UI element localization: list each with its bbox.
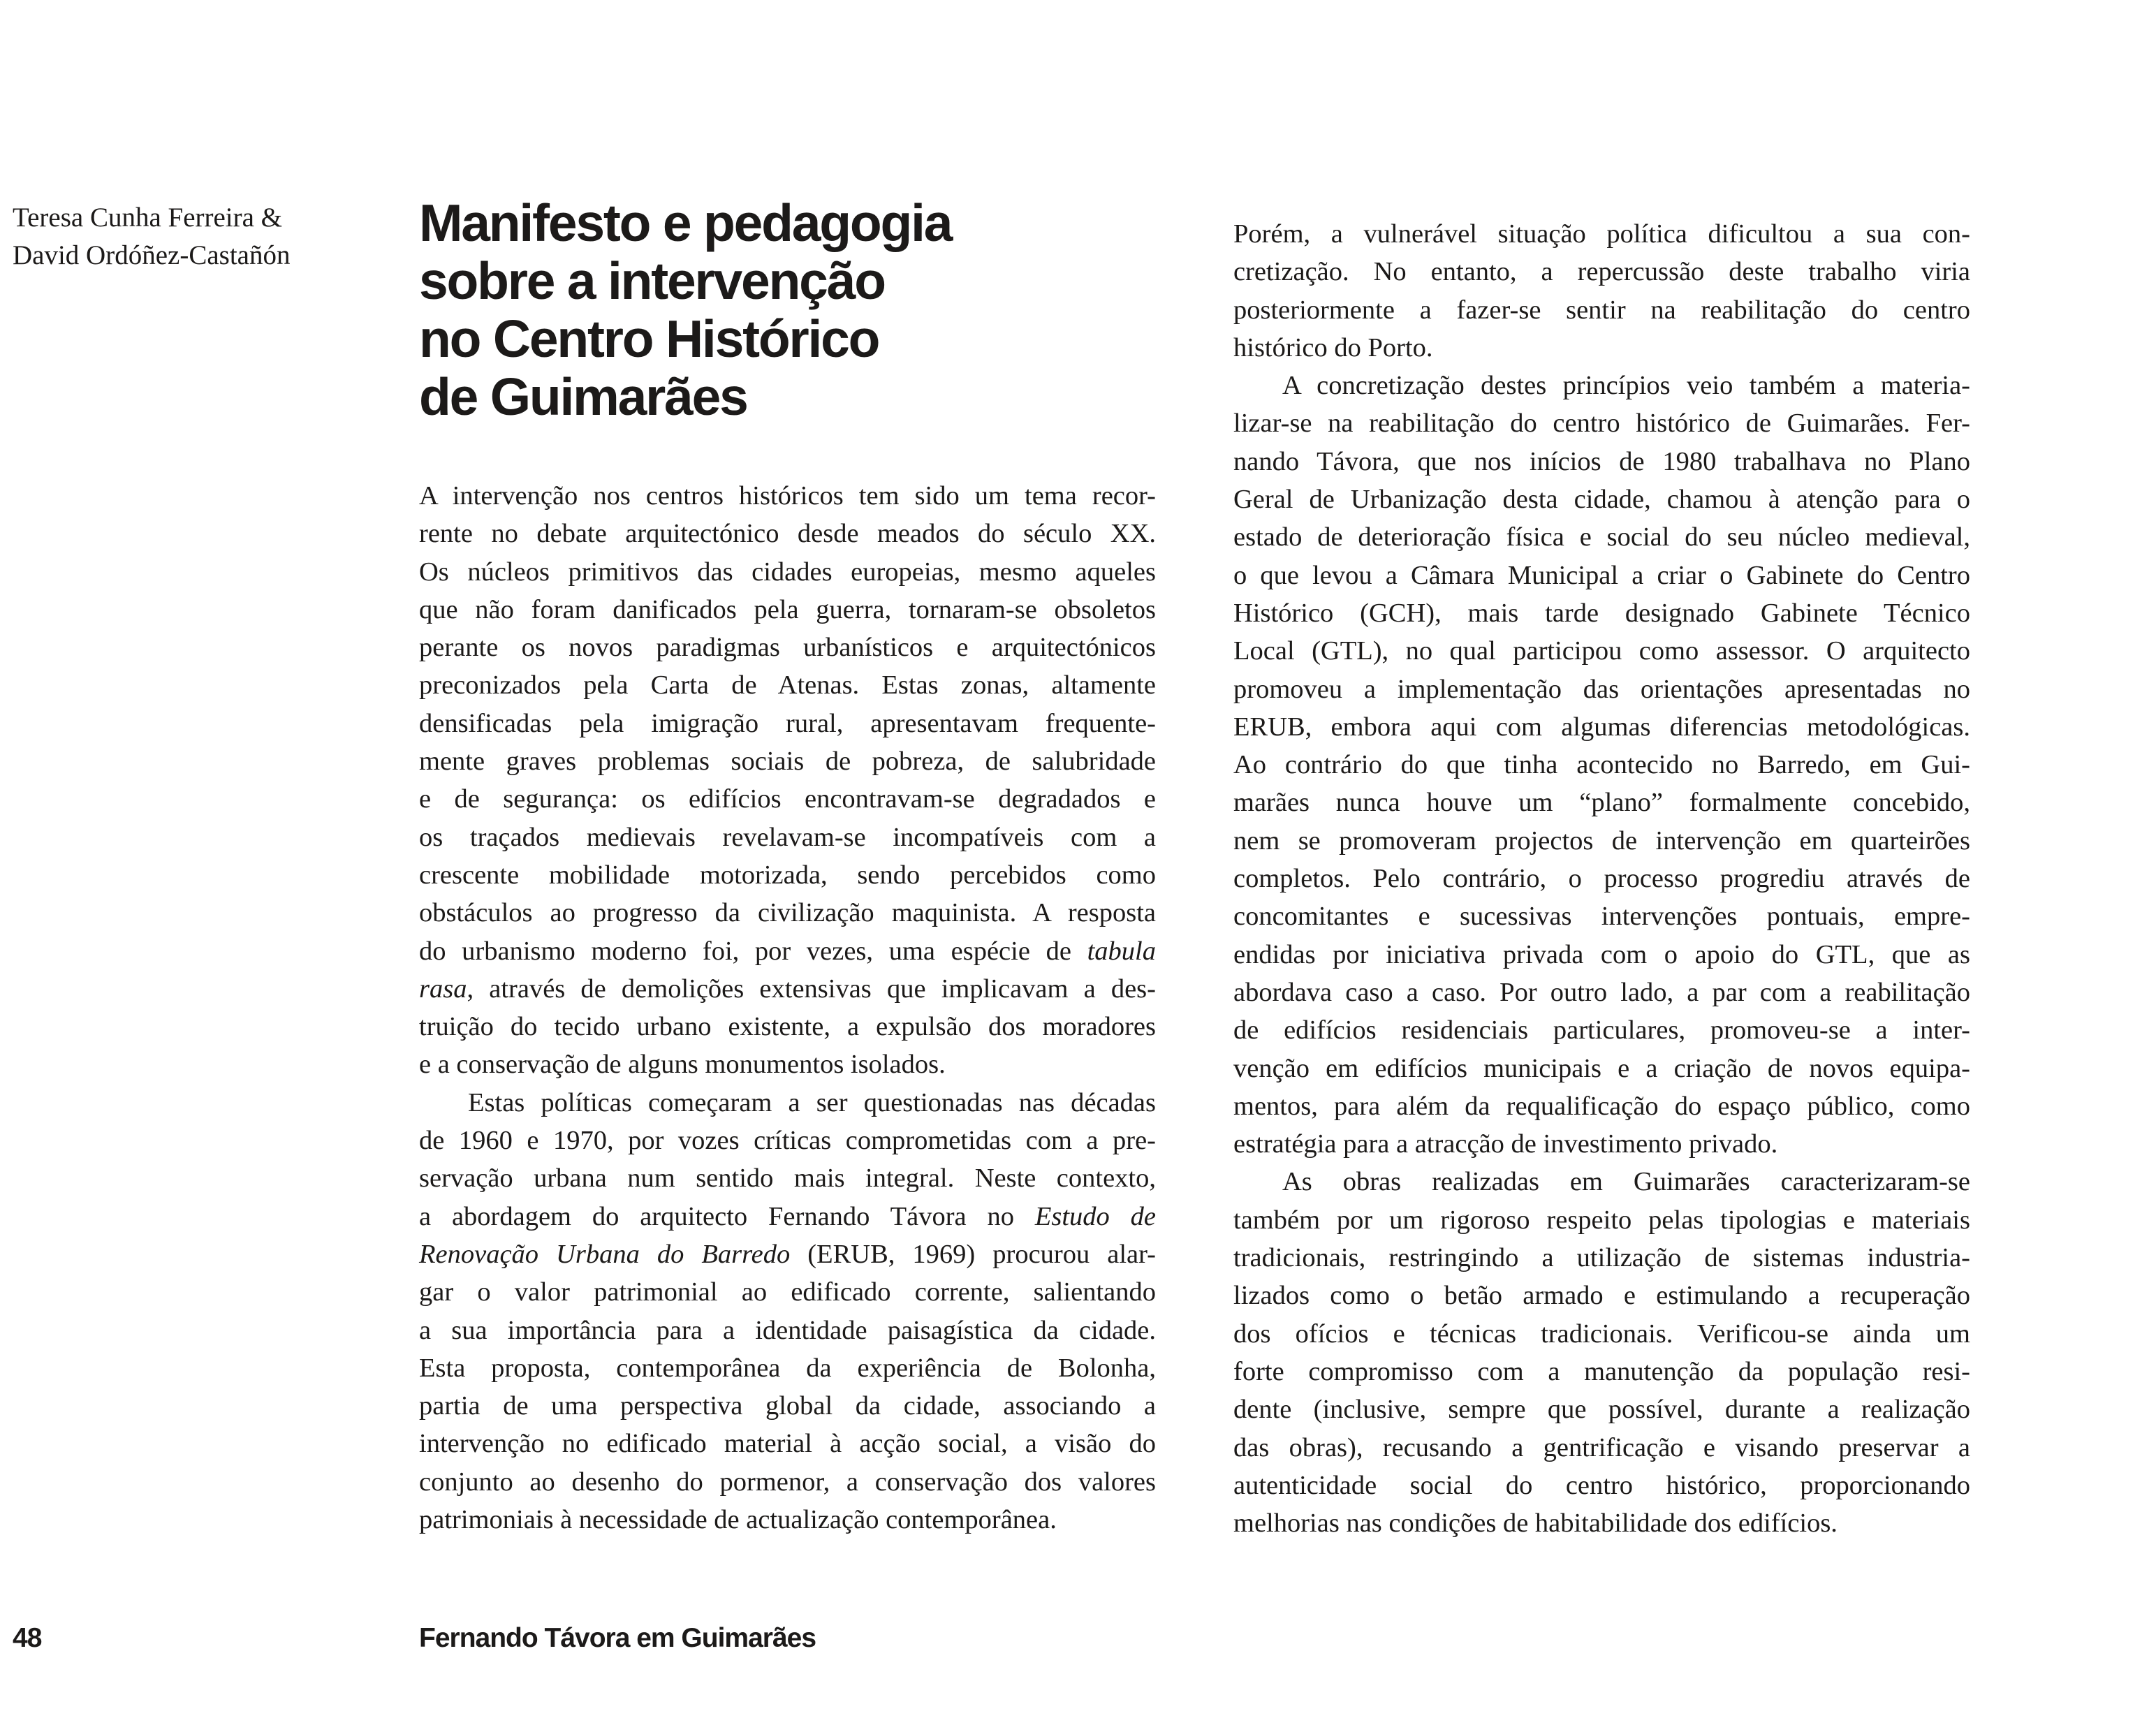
text-line — [1233, 215, 1970, 253]
text-line — [419, 1235, 1156, 1273]
text-line — [1233, 1163, 1970, 1201]
text-run: tradicionais, restringindo a utilização de sistemas industria- — [1233, 1243, 1970, 1273]
text-run: e a conservação de alguns monumentos isolados. — [419, 1050, 946, 1080]
running-title: Fernando Távora em Guimarães — [419, 1623, 816, 1653]
text-run: estratégia para a atracção de investimento privado. — [1233, 1129, 1778, 1159]
text-column-right — [1233, 215, 1970, 1542]
text-line — [1233, 1429, 1970, 1467]
text-run: dente (inclusive, sempre que possível, durante a realização — [1233, 1395, 1970, 1425]
text-line — [419, 1501, 1156, 1539]
text-run: lizar-se na reabilitação do centro histórico de Guimarães. Fer- — [1233, 409, 1970, 439]
text-run: crescente mobilidade motorizada, sendo percebidos como — [419, 860, 1156, 890]
text-line — [419, 742, 1156, 780]
title-line: de Guimarães — [419, 367, 747, 426]
text-line — [1233, 367, 1970, 404]
text-column-left — [419, 477, 1156, 1539]
text-line — [1233, 936, 1970, 974]
text-line — [1233, 1353, 1970, 1390]
text-run: Os núcleos primitivos das cidades europeias, mesmo aqueles — [419, 557, 1156, 587]
text-run: (ERUB, 1969) procurou alar- — [790, 1239, 1156, 1269]
text-run: ERUB, embora aqui com algumas diferencias metodológicas. — [1233, 712, 1970, 742]
text-line — [1233, 518, 1970, 556]
text-run: perante os novos paradigmas urbanísticos e arquitectónicos — [419, 633, 1156, 663]
text-run: autenticidade social do centro histórico, proporcionando — [1233, 1470, 1970, 1500]
text-line — [1233, 253, 1970, 291]
text-run: Local (GTL), no qual participou como assessor. O arquitecto — [1233, 636, 1970, 666]
text-line — [419, 819, 1156, 856]
text-line — [419, 515, 1156, 552]
text-run: a abordagem do arquitecto Fernando Távora no — [419, 1201, 1035, 1231]
author-line: Teresa Cunha Ferreira & — [13, 203, 283, 233]
text-run: gar o valor patrimonial ao edificado corrente, salientando — [419, 1277, 1156, 1307]
text-run: lizados como o betão armado e estimulando a recuperação — [1233, 1281, 1970, 1311]
text-run: truição do tecido urbano existente, a expulsão dos moradores — [419, 1012, 1156, 1042]
text-run: das obras), recusando a gentrificação e visando preservar a — [1233, 1432, 1970, 1462]
text-run: obstáculos ao progresso da civilização maquinista. A resposta — [419, 898, 1156, 928]
text-run: Porém, a vulnerável situação política dificultou a sua con- — [1233, 219, 1970, 249]
text-line — [1233, 1277, 1970, 1314]
text-run: forte compromisso com a manutenção da população resi- — [1233, 1356, 1970, 1386]
text-line — [419, 1312, 1156, 1349]
text-line — [1233, 746, 1970, 784]
text-line — [1233, 1239, 1970, 1277]
text-run: dos ofícios e técnicas tradicionais. Verificou-se ainda um — [1233, 1319, 1970, 1349]
italic-text: Renovação Urbana do Barredo — [419, 1239, 791, 1269]
body-paragraph — [1233, 1163, 1970, 1542]
text-line — [1233, 670, 1970, 708]
text-run: Estas políticas começaram a ser questionadas nas décadas — [468, 1087, 1156, 1117]
text-run: cretização. No entanto, a repercussão deste trabalho viria — [1233, 257, 1970, 287]
text-run: Ao contrário do que tinha acontecido no Barredo, em Gui- — [1233, 750, 1970, 780]
article-title — [419, 194, 1201, 426]
title-line: Manifesto e pedagogia — [419, 193, 952, 252]
text-run: nem se promoveram projectos de intervenção em quarteirões — [1233, 825, 1970, 856]
text-line — [419, 1159, 1156, 1197]
text-line — [419, 666, 1156, 704]
text-run: partia de uma perspectiva global da cidade, associando a — [419, 1391, 1156, 1421]
text-run: de edifícios residenciais particulares, promoveu-se a inter- — [1233, 1015, 1970, 1045]
text-run: concomitantes e sucessivas intervenções pontuais, empre- — [1233, 902, 1970, 932]
text-run: preconizados pela Carta de Atenas. Estas zonas, altamente — [419, 670, 1156, 700]
text-line — [419, 970, 1156, 1008]
text-line — [1233, 1504, 1970, 1542]
text-line — [1233, 1087, 1970, 1125]
text-run: histórico do Porto. — [1233, 332, 1433, 362]
text-line — [419, 1045, 1156, 1083]
text-line — [419, 477, 1156, 515]
text-run: Geral de Urbanização desta cidade, chamou à atenção para o — [1233, 485, 1970, 515]
text-line — [1233, 897, 1970, 935]
text-line — [1233, 329, 1970, 367]
text-line — [1233, 1050, 1970, 1087]
text-run: o que levou a Câmara Municipal a criar o Gabinete do Centro — [1233, 560, 1970, 590]
text-run: As obras realizadas em Guimarães caracterizaram-se — [1282, 1167, 1970, 1197]
text-run: e de segurança: os edifícios encontravam-se degradados e — [419, 784, 1156, 814]
text-run: a sua importância para a identidade paisagística da cidade. — [419, 1315, 1156, 1345]
italic-text: rasa — [419, 974, 467, 1004]
text-run: estado de deterioração física e social do seu núcleo medieval, — [1233, 522, 1970, 552]
text-line — [1233, 784, 1970, 821]
italic-text: Estudo de — [1034, 1201, 1156, 1231]
text-run: marães nunca houve um “plano” formalmente concebido, — [1233, 788, 1970, 818]
text-run: melhorias nas condições de habitabilidade dos edifícios. — [1233, 1509, 1838, 1539]
text-line — [1233, 1011, 1970, 1049]
text-line — [1233, 557, 1970, 594]
text-line — [419, 591, 1156, 629]
text-line — [1233, 860, 1970, 897]
text-run: , através de demolições extensivas que implicavam a des- — [467, 974, 1156, 1004]
text-line — [419, 1349, 1156, 1387]
text-run: de 1960 e 1970, por vozes críticas comprometidas com a pre- — [419, 1126, 1156, 1156]
author-names — [13, 199, 376, 274]
text-line — [1233, 1390, 1970, 1428]
title-line: sobre a intervenção — [419, 251, 885, 310]
text-run: também por um rigoroso respeito pelas tipologias e materiais — [1233, 1205, 1970, 1235]
text-line — [1233, 404, 1970, 442]
text-line — [1233, 708, 1970, 746]
text-line — [419, 1008, 1156, 1045]
text-run: intervenção no edificado material à acção social, a visão do — [419, 1429, 1156, 1459]
text-line — [1233, 632, 1970, 670]
text-line — [419, 932, 1156, 970]
body-paragraph — [1233, 215, 1970, 367]
text-run: que não foram danificados pela guerra, tornaram-se obsoletos — [419, 594, 1156, 624]
text-run: posteriormente a fazer-se sentir na reabilitação do centro — [1233, 295, 1970, 325]
text-line — [419, 1198, 1156, 1235]
text-run: servação urbana num sentido mais integral. Neste contexto, — [419, 1164, 1156, 1194]
text-run: abordava caso a caso. Por outro lado, a par com a reabilitação — [1233, 977, 1970, 1007]
text-run: Esta proposta, contemporânea da experiência de Bolonha, — [419, 1353, 1156, 1383]
text-run: A concretização destes princípios veio também a materia- — [1282, 371, 1970, 401]
page-number: 48 — [13, 1623, 42, 1653]
text-run: A intervenção nos centros históricos tem sido um tema recor- — [419, 481, 1156, 511]
text-line — [419, 705, 1156, 742]
body-paragraph — [1233, 367, 1970, 1163]
text-line — [419, 894, 1156, 932]
text-line — [419, 1463, 1156, 1501]
text-line — [1233, 1315, 1970, 1353]
text-run: os traçados medievais revelavam-se incompatíveis com a — [419, 822, 1156, 852]
text-line — [419, 1387, 1156, 1425]
text-line — [419, 1084, 1156, 1122]
text-line — [1233, 822, 1970, 860]
text-line — [1233, 1467, 1970, 1504]
author-line: David Ordóñez-Castañón — [13, 240, 291, 270]
text-run: nando Távora, que nos inícios de 1980 trabalhava no Plano — [1233, 446, 1970, 476]
text-run: promoveu a implementação das orientações apresentadas no — [1233, 674, 1970, 704]
text-run: do urbanismo moderno foi, por vezes, uma espécie de — [419, 936, 1087, 966]
text-line — [1233, 594, 1970, 632]
text-line — [419, 856, 1156, 894]
text-line — [419, 1425, 1156, 1462]
text-line — [419, 1273, 1156, 1311]
text-run: Histórico (GCH), mais tarde designado Gabinete Técnico — [1233, 598, 1970, 628]
text-run: conjunto ao desenho do pormenor, a conservação dos valores — [419, 1467, 1156, 1497]
text-line — [1233, 1201, 1970, 1239]
text-line — [419, 629, 1156, 666]
body-paragraph — [419, 477, 1156, 1084]
text-line — [419, 780, 1156, 818]
text-line — [419, 1122, 1156, 1159]
italic-text: tabula — [1087, 936, 1156, 966]
body-paragraph — [419, 1084, 1156, 1539]
text-run: mentos, para além da requalificação do espaço público, como — [1233, 1091, 1970, 1121]
text-line — [1233, 480, 1970, 518]
title-line: no Centro Histórico — [419, 309, 879, 368]
text-run: patrimoniais à necessidade de actualização contemporânea. — [419, 1505, 1057, 1535]
text-run: completos. Pelo contrário, o processo progrediu através de — [1233, 864, 1970, 894]
text-line — [1233, 291, 1970, 329]
text-line — [1233, 974, 1970, 1011]
text-line — [1233, 443, 1970, 480]
text-run: rente no debate arquitectónico desde meados do século XX. — [419, 519, 1156, 549]
text-run: venção em edifícios municipais e a criação de novos equipa- — [1233, 1053, 1970, 1083]
text-run: mente graves problemas sociais de pobreza, de salubridade — [419, 747, 1156, 777]
text-line — [1233, 1125, 1970, 1163]
text-run: endidas por iniciativa privada com o apoio do GTL, que as — [1233, 939, 1970, 969]
text-line — [419, 553, 1156, 591]
text-run: densificadas pela imigração rural, apresentavam frequente- — [419, 708, 1156, 738]
